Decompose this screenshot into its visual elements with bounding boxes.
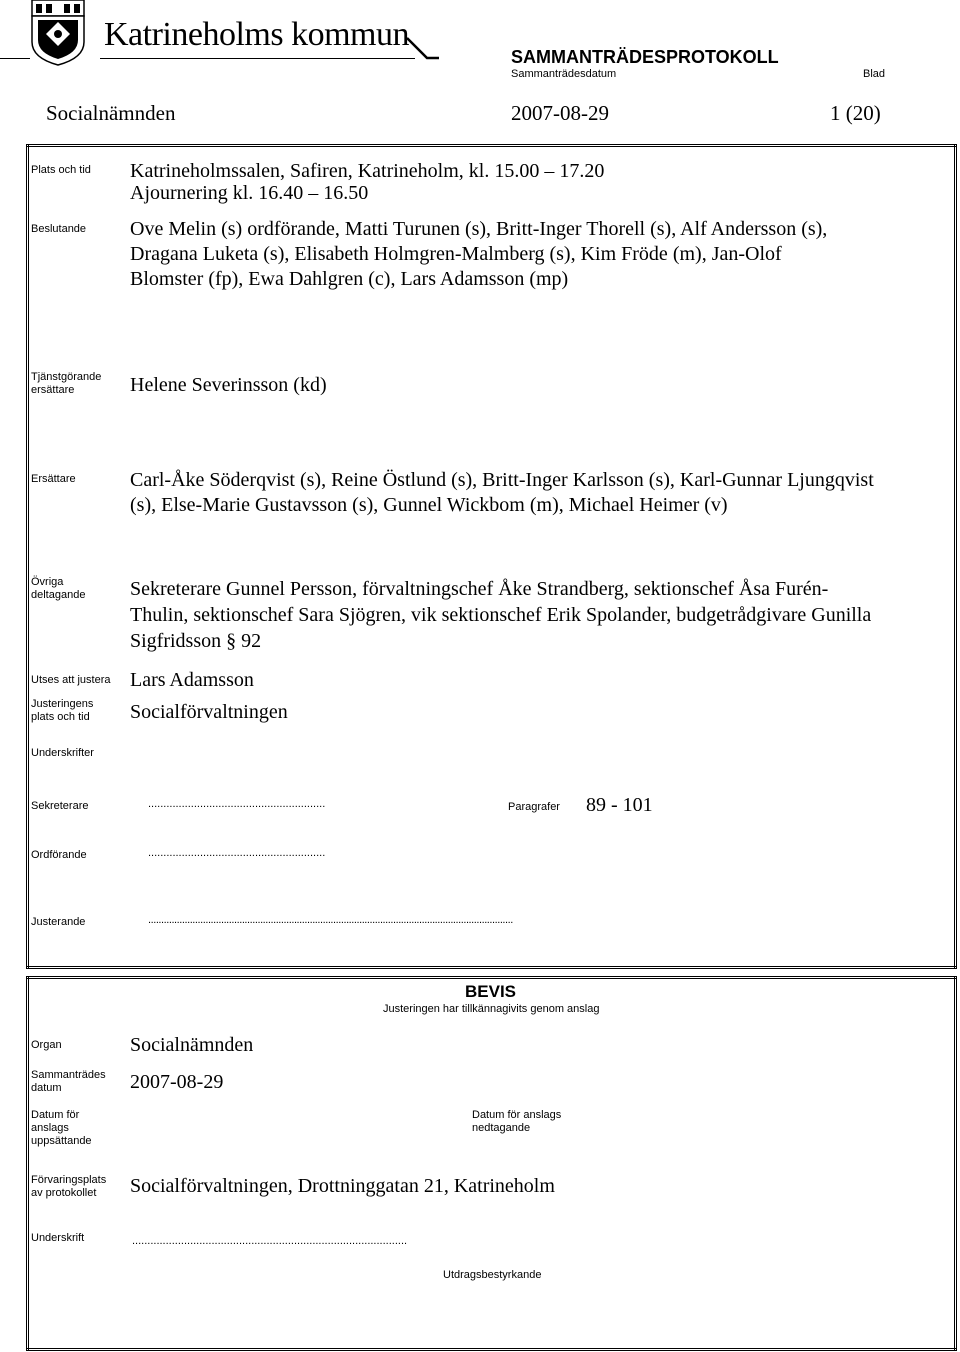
coat-of-arms-icon — [30, 0, 86, 66]
proof-signature-line: .......................................................................................... — [132, 1235, 408, 1247]
proof-subtitle: Justeringen har tillkännagivits genom anslag — [383, 1003, 600, 1015]
secretary-label: Sekreterare — [31, 800, 89, 812]
storage-label: Förvaringsplats av protokollet — [31, 1174, 107, 1199]
proof-title: BEVIS — [465, 982, 517, 1001]
substitutes-label: Ersättare — [31, 473, 76, 485]
substitutes-line-1: Carl-Åke Söderqvist (s), Reine Östlund (s), Britt-Inger Karlsson (s), Karl-Gunnar Ljungqvist — [130, 469, 874, 491]
substitutes-line-2: (s), Else-Marie Gustavsson (s), Gunnel Wickbom (m), Michael Heimer (v) — [130, 494, 728, 516]
committee-name: Socialnämnden — [46, 101, 176, 125]
adjuster-name: Lars Adamsson — [130, 669, 254, 691]
meeting-date: 2007-08-29 — [511, 101, 609, 125]
storage-place: Socialförvaltningen, Drottninggatan 21, Katrineholm — [130, 1175, 555, 1197]
place-line-1: Katrineholmssalen, Safiren, Katrineholm, kl. 15.00 – 17.20 — [130, 160, 605, 182]
adjustment-place: Socialförvaltningen — [130, 701, 288, 723]
place-label: Plats och tid — [31, 164, 91, 176]
document-type: SAMMANTRÄDESPROTOKOLL — [511, 47, 779, 67]
other-participants-line-2: Thulin, sektionschef Sara Sjögren, vik sektionschef Erik Spolander, budgetrådgivare Gunilla — [130, 604, 872, 626]
organ-label: Organ — [31, 1039, 62, 1051]
date-label: Sammanträdesdatum — [511, 68, 617, 80]
other-participants-line-1: Sekreterare Gunnel Persson, förvaltningschef Åke Strandberg, sektionschef Åsa Furén- — [130, 578, 829, 600]
adjustment-place-label: Justeringens plats och tid — [31, 698, 94, 723]
substitute-on-duty: Helene Severinsson (kd) — [130, 374, 327, 396]
logo-text: Katrineholms kommun — [104, 16, 409, 53]
logo-swoosh-icon — [405, 36, 441, 62]
certifier-label: Utdragsbestyrkande — [443, 1269, 542, 1281]
decision-makers-label: Beslutande — [31, 223, 87, 235]
posting-date-label: Datum för anslags uppsättande — [31, 1109, 92, 1147]
paragraphs-value: 89 - 101 — [586, 794, 653, 816]
co-adjuster-signature-line: ............................................................................................................................................ — [148, 914, 513, 926]
chair-label: Ordförande — [31, 849, 87, 861]
other-participants-line-3: Sigfridsson § 92 — [130, 630, 262, 652]
co-adjuster-label: Justerande — [31, 916, 86, 928]
signature-label: Underskrift — [31, 1232, 85, 1244]
paragraphs-label: Paragrafer — [508, 801, 560, 813]
decision-makers-line-3: Blomster (fp), Ewa Dahlgren (c), Lars Adamsson (mp) — [130, 268, 569, 290]
proof-meeting-date: 2007-08-29 — [130, 1071, 224, 1093]
adjuster-label: Utses att justera — [31, 674, 111, 686]
removal-date-label: Datum för anslags nedtagande — [472, 1109, 562, 1134]
substitute-on-duty-label: Tjänstgörande ersättare — [31, 371, 102, 396]
meeting-date-label: Sammanträdes datum — [31, 1069, 106, 1094]
place-line-2: Ajournering kl. 16.40 – 16.50 — [130, 182, 369, 204]
chair-signature-line: .......................................................... — [148, 847, 326, 859]
other-participants-label: Övriga deltagande — [31, 576, 86, 601]
signatures-heading: Underskrifter — [31, 747, 94, 759]
page-label: Blad — [863, 68, 886, 80]
decision-makers-line-2: Dragana Luketa (s), Elisabeth Holmgren-Malmberg (s), Kim Fröde (m), Jan-Olof — [130, 243, 782, 265]
page-number: 1 (20) — [830, 101, 881, 125]
organ-value: Socialnämnden — [130, 1034, 254, 1056]
decision-makers-line-1: Ove Melin (s) ordförande, Matti Turunen (s), Britt-Inger Thorell (s), Alf Andersson (s), — [130, 218, 828, 240]
secretary-signature-line: .......................................................... — [148, 798, 326, 810]
